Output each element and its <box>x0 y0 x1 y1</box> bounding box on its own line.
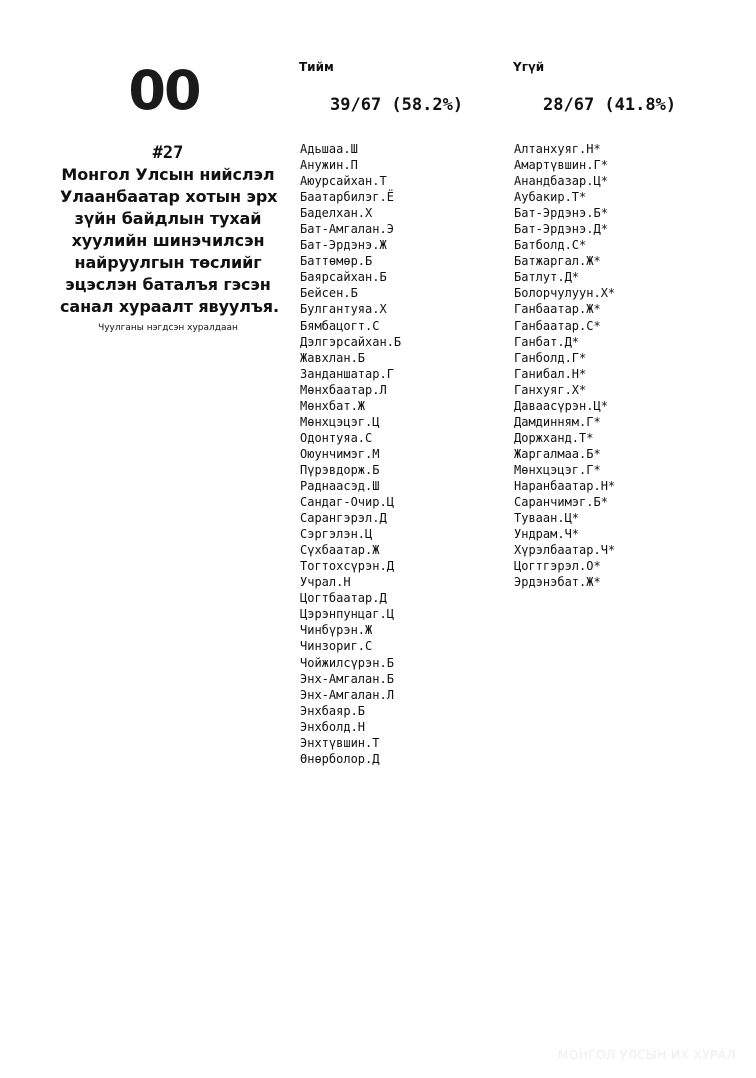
yes-voter-name: Цэрэнпунцаг.Ц <box>300 607 394 622</box>
yes-voter-name: Дэлгэрсайхан.Б <box>300 334 402 349</box>
yes-voter-name: Бейсен.Б <box>300 286 358 301</box>
yes-column-heading: Тийм <box>299 60 334 74</box>
yes-voter-name: Баделхан.Х <box>300 206 373 221</box>
no-voter-name: Даваасүрэн.Ц* <box>514 398 608 413</box>
motion-title-line: эцэслэн баталъя гэсэн <box>65 275 271 294</box>
no-voter-name: Болорчулуун.Х* <box>514 286 616 301</box>
motion-title-line: Монгол Улсын нийслэл <box>61 165 275 184</box>
yes-voter-name: Раднаасэд.Ш <box>300 478 380 493</box>
motion-title-line: санал хураалт явуулъя. <box>60 297 279 316</box>
yes-voter-name: Энх-Амгалан.Л <box>300 687 394 702</box>
yes-voter-name: Мөнхцэцэг.Ц <box>300 414 380 429</box>
yes-voter-name: Баярсайхан.Б <box>300 270 387 285</box>
no-voter-name: Алтанхуяг.Н* <box>514 142 601 156</box>
no-voter-list <box>514 141 615 590</box>
no-voter-name: Батлут.Д* <box>514 270 580 285</box>
no-voter-name: Мөнхцэцэг.Г* <box>514 462 601 477</box>
motion-block <box>60 142 279 335</box>
no-voter-name: Амартүвшин.Г* <box>514 158 608 173</box>
motion-title-line: Улаанбаатар хотын эрх <box>60 187 278 206</box>
parliament-watermark: МОНГОЛ УЛСЫН ИХ ХУРАЛ <box>557 1048 736 1062</box>
no-voter-name: Ганбат.Д* <box>514 334 580 349</box>
yes-voter-name: Учрал.Н <box>300 575 351 590</box>
no-voter-name: Туваан.Ц* <box>514 511 580 526</box>
no-voter-name: Ундрам.Ч* <box>514 527 580 542</box>
yes-voter-name: Цогтбаатар.Д <box>300 591 387 606</box>
vote-counter: 00 <box>128 59 200 122</box>
no-voter-name: Ганхуяг.Х* <box>514 382 587 397</box>
yes-voter-name: Аюурсайхан.Т <box>300 174 387 189</box>
no-voter-name: Доржханд.Т* <box>514 430 594 445</box>
yes-voter-name: Булгантуяа.Х <box>300 302 387 317</box>
yes-voter-name: Өнөрболор.Д <box>300 751 380 766</box>
vote-number: #27 <box>152 143 184 163</box>
yes-voter-name: Бат-Эрдэнэ.Ж <box>300 238 387 253</box>
yes-voter-list <box>300 141 401 767</box>
no-voter-name: Дамдинням.Г* <box>514 414 601 429</box>
yes-voter-name: Анужин.П <box>300 158 358 173</box>
yes-voter-name: Чинбүрэн.Ж <box>300 623 373 638</box>
yes-voter-name: Адьшаа.Ш <box>300 142 358 156</box>
no-voter-name: Наранбаатар.Н* <box>514 478 616 493</box>
yes-voter-name: Энхболд.Н <box>300 719 366 734</box>
no-voter-name: Ганбаатар.С* <box>514 318 601 333</box>
yes-voter-name: Жавхлан.Б <box>300 350 366 365</box>
yes-voter-name: Баттөмөр.Б <box>300 254 373 269</box>
yes-voter-name: Сүхбаатар.Ж <box>300 543 380 558</box>
motion-title-line: зүйн байдлын тухай <box>74 209 262 228</box>
yes-voter-name: Сандаг-Очир.Ц <box>300 495 394 510</box>
yes-voter-name: Одонтуяа.С <box>300 430 373 445</box>
yes-voter-name: Энхбаяр.Б <box>300 703 366 718</box>
yes-voter-name: Баатарбилэг.Ё <box>300 190 394 205</box>
no-voter-name: Жаргалмаа.Б* <box>514 446 601 461</box>
no-voter-name: Ганибал.Н* <box>514 366 587 381</box>
no-voter-name: Бат-Эрдэнэ.Д* <box>514 222 608 237</box>
no-voter-name: Батжаргал.Ж* <box>514 254 601 269</box>
motion-title-line: найруулгын төслийг <box>74 253 262 272</box>
session-name: Чуулганы нэгдсэн хуралдаан <box>98 323 238 333</box>
no-column-heading: Үгүй <box>513 60 545 74</box>
yes-voter-name: Бямбацогт.С <box>300 318 380 333</box>
no-voter-name: Батболд.С* <box>514 238 587 253</box>
yes-voter-name: Мөнхбат.Ж <box>300 398 366 413</box>
no-voter-name: Эрдэнэбат.Ж* <box>514 575 601 590</box>
yes-voter-name: Занданшатар.Г <box>300 366 394 381</box>
motion-title-line: хуулийн шинэчилсэн <box>71 231 265 250</box>
no-voter-name: Анандбазар.Ц* <box>514 174 608 189</box>
yes-voter-name: Оюунчимэг.М <box>300 446 380 461</box>
yes-voter-name: Энх-Амгалан.Б <box>300 671 394 686</box>
no-voter-name: Ганбаатар.Ж* <box>514 302 601 317</box>
yes-voter-name: Бат-Амгалан.Э <box>300 222 394 237</box>
yes-voter-name: Тогтохсүрэн.Д <box>300 559 394 574</box>
no-voter-name: Саранчимэг.Б* <box>514 495 608 510</box>
yes-voter-name: Сарангэрэл.Д <box>300 511 387 526</box>
yes-voter-name: Энхтүвшин.Т <box>300 735 380 750</box>
no-voter-name: Бат-Эрдэнэ.Б* <box>514 206 608 221</box>
motion-title <box>60 164 279 318</box>
yes-voter-name: Сэргэлэн.Ц <box>300 527 373 542</box>
no-voter-name: Хүрэлбаатар.Ч* <box>514 543 616 558</box>
no-voter-name: Аубакир.Т* <box>514 190 587 205</box>
no-tally: 28/67 (41.8%) <box>543 95 677 115</box>
no-voter-name: Ганболд.Г* <box>514 350 587 365</box>
yes-voter-name: Мөнхбаатар.Л <box>300 382 387 397</box>
no-voter-name: Цогтгэрэл.О* <box>514 559 601 574</box>
yes-voter-name: Чинзориг.С <box>300 639 373 654</box>
yes-tally: 39/67 (58.2%) <box>330 95 464 115</box>
yes-voter-name: Пүрэвдорж.Б <box>300 462 380 477</box>
yes-voter-name: Чойжилсүрэн.Б <box>300 655 394 670</box>
